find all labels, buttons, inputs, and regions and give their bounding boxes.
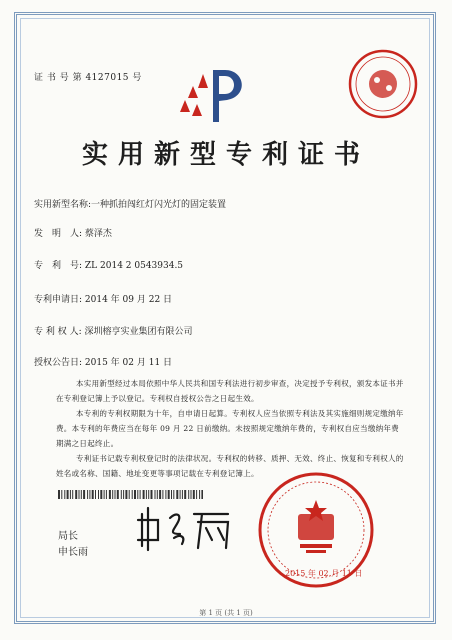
patent-number-row	[34, 258, 183, 271]
patent-holder-value: 深圳榕亨实业集团有限公司	[84, 327, 193, 337]
body-paragraph-3: 专利证书记载专利权登记时的法律状况。专利权的转移、质押、无效、终止、恢复和专利权人的姓名或名称、国籍、地址变更等事项记载在专利登记簿上。	[56, 454, 404, 478]
utility-model-name-value: 一种抓拍闯红灯闪光灯的固定装置	[91, 200, 227, 210]
patent-holder-label: 专 利 权 人:	[34, 327, 82, 337]
handwritten-signature	[134, 500, 234, 552]
patent-office-logo-icon	[175, 64, 255, 128]
small-seal-icon	[347, 48, 419, 120]
page-footer: 第 1 页 (共 1 页)	[199, 609, 253, 617]
seal-date: 2015 年 02 月 11 日	[285, 569, 363, 578]
director-title: 局长	[58, 531, 78, 542]
patent-holder-row	[34, 324, 193, 337]
certificate-number: 证 书 号 第 4127015 号	[34, 73, 142, 83]
filing-date-value: 2014 年 09 月 22 日	[84, 295, 173, 305]
filing-date-label: 专利申请日:	[34, 295, 83, 305]
barcode-icon	[58, 490, 203, 499]
patent-number-label: 专 利 号:	[34, 261, 83, 271]
grant-date-label: 授权公告日:	[34, 358, 83, 368]
body-paragraph-2: 本专利的专利权期限为十年，自申请日起算。专利权人应当依照专利法及其实施细则规定缴纳年费。本专利的年费应当在每年 09 月 22 日前缴纳。未按照规定缴纳年费的，专利权自应当缴纳年费期满之日起终止。	[56, 409, 404, 448]
grant-date-row	[34, 355, 172, 368]
utility-model-name-label: 实用新型名称:	[34, 200, 92, 210]
certificate-title: 实用新型专利证书	[81, 140, 370, 170]
director-name: 申长雨	[58, 547, 88, 558]
grant-date-value: 2015 年 02 月 11 日	[84, 358, 173, 368]
inventor-value: 蔡泽杰	[84, 229, 112, 239]
inventor-label: 发 明 人:	[34, 229, 83, 239]
filing-date-row	[34, 292, 172, 305]
inventor-row	[34, 226, 112, 239]
patent-number-value: ZL 2014 2 0543934.5	[84, 261, 184, 271]
body-paragraph-1: 本实用新型经过本局依照中华人民共和国专利法进行初步审查，决定授予专利权，颁发本证书并在专利登记簿上予以登记。专利权自授权公告之日起生效。	[56, 379, 404, 403]
utility-model-name-row	[34, 197, 226, 210]
